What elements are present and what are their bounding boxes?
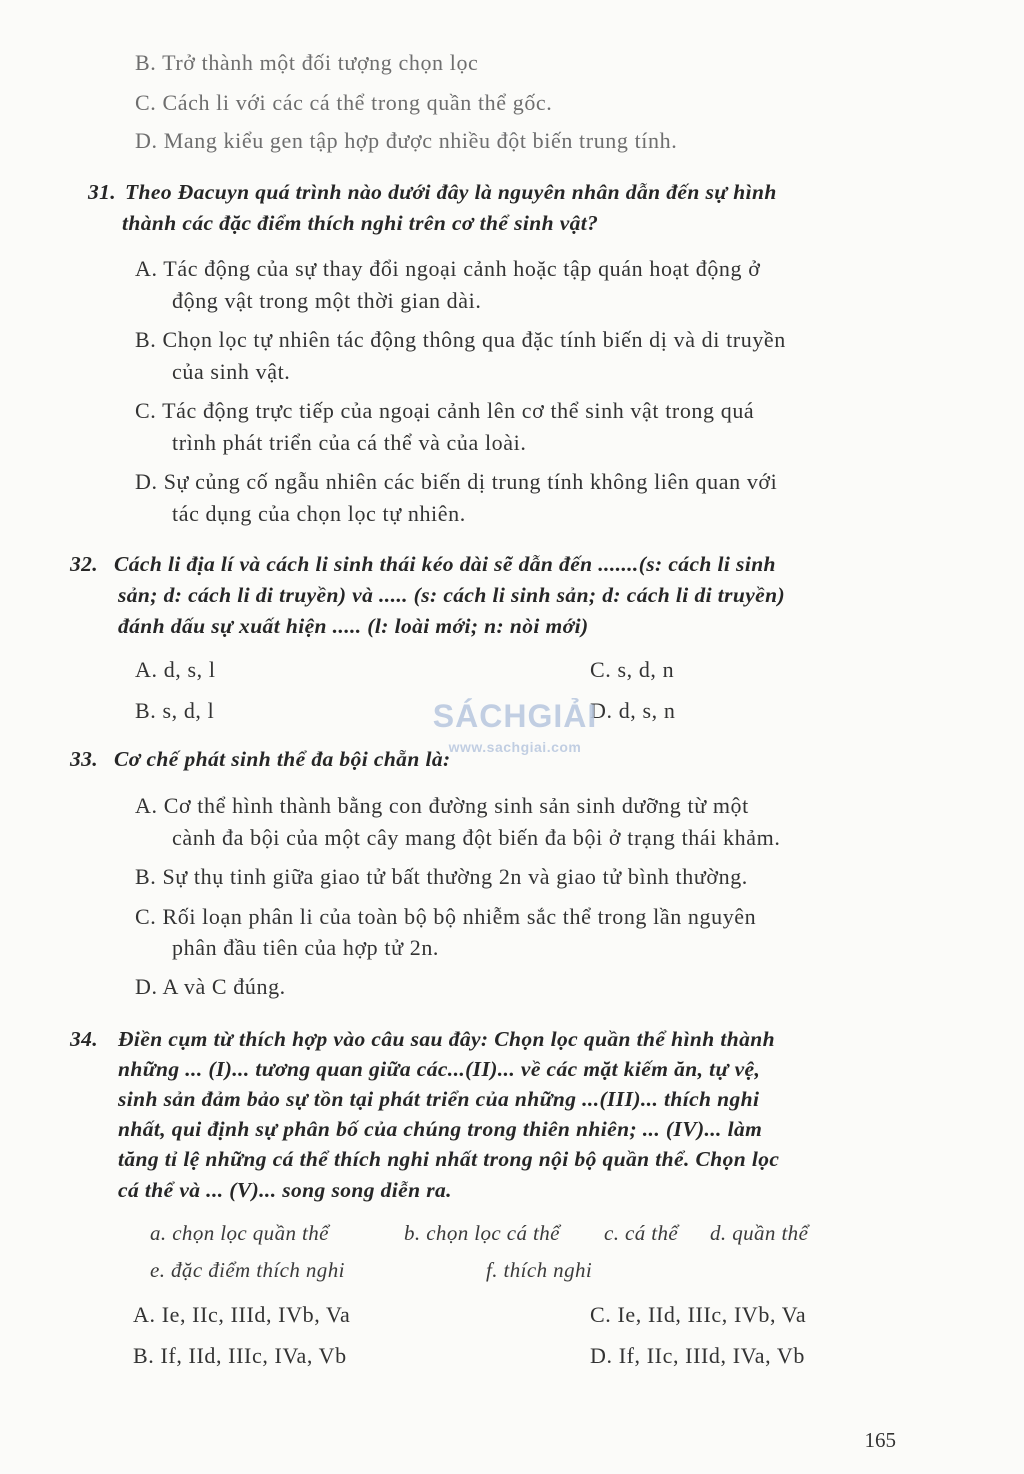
q33-text: Cơ chế phát sinh thể đa bội chẵn là: (114, 747, 451, 771)
q34-text-line-5: tăng tỉ lệ những cá thể thích nghi nhất trong nội bộ quần thể. Chọn lọc (118, 1147, 780, 1171)
q34-text-line-6: cá thể và ... (V)... song song diễn ra. (118, 1178, 452, 1202)
q34-text-line-3: sinh sản đảm bảo sự tồn tại phát triển của những ...(III)... thích nghi (118, 1087, 760, 1111)
q34-number: 34. (70, 1027, 99, 1051)
q31-text-line-1: Theo Đacuyn quá trình nào dưới đây là nguyên nhân dẫn đến sự hình (125, 180, 777, 204)
q34-term-f: f. thích nghi (486, 1258, 593, 1282)
q32-option-a: A. d, s, l (135, 657, 216, 682)
q32-number: 32. (70, 552, 99, 576)
q33-option-c-line-2: phân đầu tiên của hợp tử 2n. (172, 935, 440, 960)
q31-option-c-line-2: trình phát triển của cá thể và của loài. (172, 430, 527, 455)
q32-option-b: B. s, d, l (135, 698, 215, 723)
q31-option-d-line-1: D. Sự củng cố ngẫu nhiên các biến dị trung tính không liên quan với (135, 469, 778, 494)
q32-text-line-3: đánh dấu sự xuất hiện ..... (l: loài mới; n: nòi mới) (118, 614, 589, 638)
q33-option-a-line-2: cành đa bội của một cây mang đột biến đa bội ở trạng thái khảm. (172, 825, 781, 850)
prev-option-b: B. Trở thành một đối tượng chọn lọc (135, 50, 479, 75)
q31-option-a-line-1: A. Tác động của sự thay đổi ngoại cảnh hoặc tập quán hoạt động ở (135, 256, 761, 281)
q31-number: 31. (88, 180, 117, 204)
q31-option-c-line-1: C. Tác động trực tiếp của ngoại cảnh lên cơ thể sinh vật trong quá (135, 398, 755, 423)
prev-option-c: C. Cách li với các cá thể trong quần thể gốc. (135, 90, 553, 115)
q31-text-line-2: thành các đặc điểm thích nghi trên cơ thể sinh vật? (122, 211, 599, 235)
q34-text-line-2: những ... (I)... tương quan giữa các...(II)... về các mặt kiếm ăn, tự vệ, (118, 1057, 761, 1081)
q31-option-b-line-1: B. Chọn lọc tự nhiên tác động thông qua đặc tính biến dị và di truyền (135, 327, 786, 352)
q34-option-a: A. Ie, IIc, IIId, IVb, Va (133, 1302, 351, 1327)
q34-text-line-1: Điền cụm từ thích hợp vào câu sau đây: Chọn lọc quần thể hình thành (118, 1027, 775, 1051)
q33-option-d: D. A và C đúng. (135, 974, 286, 999)
q33-option-c-line-1: C. Rối loạn phân li của toàn bộ bộ nhiễm sắc thể trong lần nguyên (135, 904, 757, 929)
q32-text-line-2: sản; d: cách li di truyền) và ..... (s: cách li sinh sản; d: cách li di truyền) (118, 583, 786, 607)
q32-option-d: D. d, s, n (590, 698, 676, 723)
q34-option-c: C. Ie, IId, IIIc, IVb, Va (590, 1302, 807, 1327)
watermark-url: www.sachgiai.com (448, 739, 582, 755)
q34-term-d: d. quần thể (710, 1221, 809, 1245)
q34-term-c: c. cá thể (604, 1221, 679, 1245)
q34-option-b: B. If, IId, IIIc, IVa, Vb (133, 1343, 347, 1368)
q34-term-e: e. đặc điểm thích nghi (150, 1258, 345, 1282)
q34-option-d: D. If, IIc, IIId, IVa, Vb (590, 1343, 805, 1368)
page-number: 165 (864, 1428, 896, 1452)
q34-text-line-4: nhất, qui định sự phân bố của chúng trong thiên nhiên; ... (IV)... làm (118, 1117, 763, 1141)
q31-option-d-line-2: tác dụng của chọn lọc tự nhiên. (172, 501, 466, 526)
watermark-brand: SÁCHGIẢI (432, 698, 598, 734)
q33-option-a-line-1: A. Cơ thể hình thành bằng con đường sinh sản sinh dưỡng từ một (135, 793, 749, 818)
q31-option-b-line-2: của sinh vật. (172, 359, 291, 384)
q31-option-a-line-2: động vật trong một thời gian dài. (172, 288, 482, 313)
sachgiai-watermark (410, 688, 620, 783)
q32-option-c: C. s, d, n (590, 657, 675, 682)
prev-option-d: D. Mang kiểu gen tập hợp được nhiều đột biến trung tính. (135, 128, 678, 153)
q34-term-a: a. chọn lọc quần thể (150, 1221, 329, 1245)
q34-term-b: b. chọn lọc cá thể (404, 1221, 560, 1245)
q32-text-line-1: Cách li địa lí và cách li sinh thái kéo dài sẽ dẫn đến .......(s: cách li sinh (114, 552, 776, 576)
q33-number: 33. (70, 747, 99, 771)
q33-option-b: B. Sự thụ tinh giữa giao tử bất thường 2n và giao tử bình thường. (135, 864, 748, 889)
